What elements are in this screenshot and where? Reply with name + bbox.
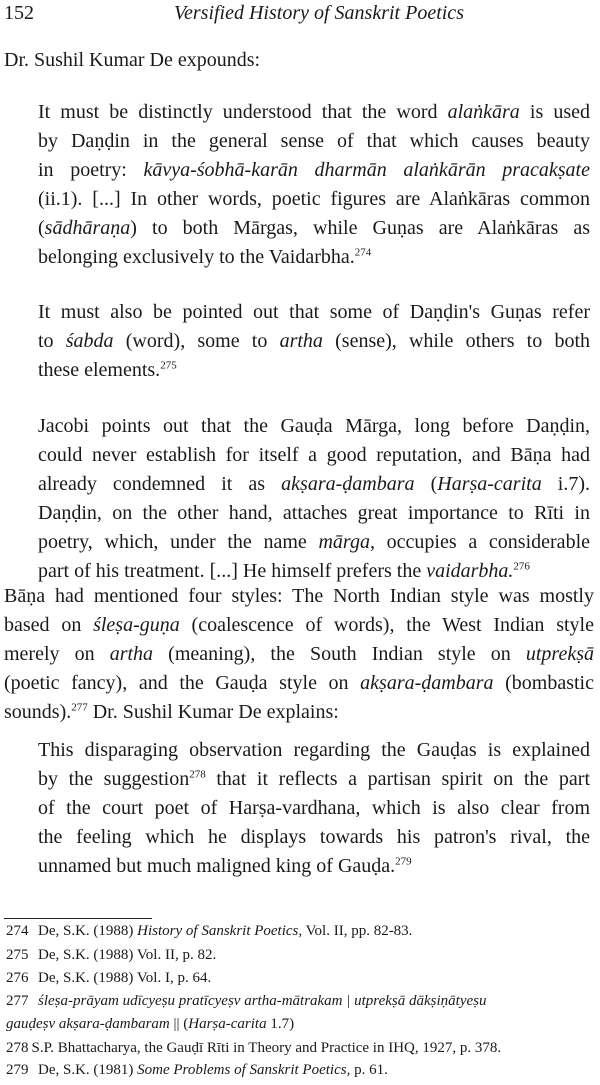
italic-run: vaidarbha. [426, 560, 514, 582]
footnote-number: 279 [6, 1062, 29, 1078]
footnote-number: 275 [6, 947, 29, 963]
text-line [38, 127, 590, 156]
text-line [38, 528, 590, 557]
text-run: || ( [169, 1016, 189, 1032]
text-run: poetry, which, under the name [38, 531, 319, 553]
quote-4 [38, 736, 590, 881]
italic-run: Harṣa-carita [188, 1016, 267, 1032]
text-run: ( [414, 473, 438, 495]
footnote-number: 276 [6, 970, 29, 986]
text-line [4, 640, 594, 669]
italic-run: utprekṣā [525, 643, 595, 665]
text-run: of the court poet of Harṣa-vardhana, which is also clear from [38, 797, 590, 819]
text-line [38, 356, 590, 385]
text-run: by Daṇḍin in the general sense of that which causes beauty [38, 130, 590, 152]
text-run: p. 61. [350, 1062, 388, 1078]
text-line [4, 698, 594, 727]
text-line [38, 470, 590, 499]
page-number: 152 [4, 2, 34, 24]
body-paragraph [4, 582, 594, 727]
italic-run: mārga, [318, 531, 375, 553]
text-run: (word), some to [113, 330, 280, 352]
text-run: 1.7) [266, 1016, 295, 1032]
text-run: that it reflects a partisan spirit on the part [205, 768, 590, 790]
text-run: Daṇḍin, on the other hand, attaches great importance to Rīti in [38, 502, 590, 524]
text-line [38, 823, 590, 852]
text-run: (sense), while others to both [322, 330, 590, 352]
text-run: i.7). [541, 473, 591, 495]
italic-run: akṣara-ḍambara [360, 672, 494, 694]
footnote-ref: 276 [513, 560, 530, 573]
italic-run: alaṅkāra [447, 101, 520, 123]
italic-run: śabda [65, 330, 114, 352]
text-run: could never establish for itself a good reputation, and Bāṇa had [38, 444, 590, 466]
text-line [4, 611, 594, 640]
text-run: Jacobi points out that the Gauḍa Mārga, long before Daṇḍin, [38, 415, 590, 437]
text-line [38, 852, 590, 881]
page-header [4, 2, 594, 30]
text-run: Bāṇa had mentioned four styles: The North Indian style was mostly [4, 585, 594, 607]
intro-line-text: Dr. Sushil Kumar De expounds: [4, 49, 261, 71]
footnote-ref: 278 [189, 768, 206, 781]
text-run: the feeling which he displays towards his patron's rival, the [38, 826, 590, 848]
text-run: merely on [4, 643, 110, 665]
italic-run: gauḍeṣv akṣara-ḍambaram [6, 1016, 170, 1032]
text-run: (coalescence of words), the West Indian style [179, 614, 594, 636]
text-line [38, 794, 590, 823]
footnote [6, 968, 211, 988]
text-run: part of his treatment. [...] He himself prefers the [38, 560, 427, 582]
footnote [6, 921, 412, 941]
text-run: (ii.1). [...] In other words, poetic figures are Alaṅkāras common [38, 188, 590, 210]
footnote-ref: 277 [71, 701, 88, 714]
text-run: these elements. [38, 359, 161, 381]
text-line [38, 98, 590, 127]
text-run: This disparaging observation regarding the Gauḍas is explained [38, 739, 590, 761]
text-line [38, 298, 590, 327]
footnote-ref: 274 [354, 246, 372, 259]
footnote [6, 1060, 388, 1080]
text-line [38, 243, 590, 272]
text-run: sounds). [4, 701, 72, 723]
footnote-number: 278 [6, 1040, 29, 1056]
text-run: It must be distinctly understood that the word [38, 101, 448, 123]
footnote [6, 1038, 501, 1058]
footnote [6, 1014, 294, 1034]
text-line [38, 441, 590, 470]
quote-1 [38, 98, 590, 272]
text-run: (bombastic [493, 672, 594, 694]
text-run: De, S.K. (1988) [38, 923, 138, 939]
text-run: occupies a considerable [374, 531, 590, 553]
text-run: (poetic fancy), and the Gauḍa style on [4, 672, 361, 694]
footnote [6, 991, 486, 1011]
text-run: (meaning), the South Indian style on [153, 643, 526, 665]
text-line [4, 669, 594, 698]
footnote-ref: 275 [160, 359, 177, 372]
running-title: Versified History of Sanskrit Poetics [174, 2, 464, 24]
text-run: based on [4, 614, 94, 636]
italic-run: akṣara-ḍambara [281, 473, 415, 495]
italic-run: śleṣa-prāyam udīcyeṣu pratīcyeṣv artha-mātrakam | utprekṣā dākṣiṇātyeṣu [38, 993, 487, 1009]
footnote-ref: 279 [395, 855, 412, 868]
text-run: It must also be pointed out that some of Daṇḍin's Guṇas refer [38, 301, 590, 323]
italic-run: artha [109, 643, 154, 665]
italic-run: kāvya-śobhā-karān dharmān alaṅkārān pracakṣate [143, 159, 590, 181]
footnote [6, 945, 216, 965]
italic-run: Harṣa-carita [437, 473, 542, 495]
text-line [38, 499, 590, 528]
text-line [38, 156, 590, 185]
text-line [38, 214, 590, 243]
text-line [38, 736, 590, 765]
italic-run: Some Problems of Sanskrit Poetics, [137, 1062, 351, 1078]
text-run: already condemned it as [38, 473, 282, 495]
footnote-number: 274 [6, 923, 29, 939]
text-run: Dr. Sushil Kumar De explains: [87, 701, 339, 723]
text-run: belonging exclusively to the Vaidarbha. [38, 246, 355, 268]
italic-run: śleṣa-guṇa [93, 614, 180, 636]
text-run: by the suggestion [38, 768, 190, 790]
quote-2 [38, 298, 590, 385]
text-run: De, S.K. (1988) Vol. I, p. 64. [38, 970, 212, 986]
footnote-rule [4, 918, 152, 919]
text-line [38, 765, 590, 794]
quote-3 [38, 412, 590, 586]
text-run: to [38, 330, 66, 352]
text-run: S.P. Bhattacharya, the Gauḍī Rīti in Theory and Practice in IHQ, 1927, p. 378. [31, 1040, 502, 1056]
italic-run: artha [279, 330, 323, 352]
text-run: is used [519, 101, 590, 123]
italic-run: sādhāraṇa [44, 217, 131, 239]
text-run: ) to both Mārgas, while Guṇas are Alaṅkāras as [130, 217, 590, 239]
intro-line [4, 46, 594, 75]
text-line [38, 185, 590, 214]
text-run: unnamed but much maligned king of Gauḍa. [38, 855, 396, 877]
text-run: Vol. II, pp. 82-83. [302, 923, 413, 939]
text-line [38, 327, 590, 356]
footnote-number: 277 [6, 993, 29, 1009]
text-run: in poetry: [38, 159, 144, 181]
text-run: De, S.K. (1981) [38, 1062, 138, 1078]
text-run: ( [38, 217, 45, 239]
text-line [4, 582, 594, 611]
text-line [38, 412, 590, 441]
italic-run: History of Sanskrit Poetics, [137, 923, 303, 939]
text-run: De, S.K. (1988) Vol. II, p. 82. [38, 947, 217, 963]
